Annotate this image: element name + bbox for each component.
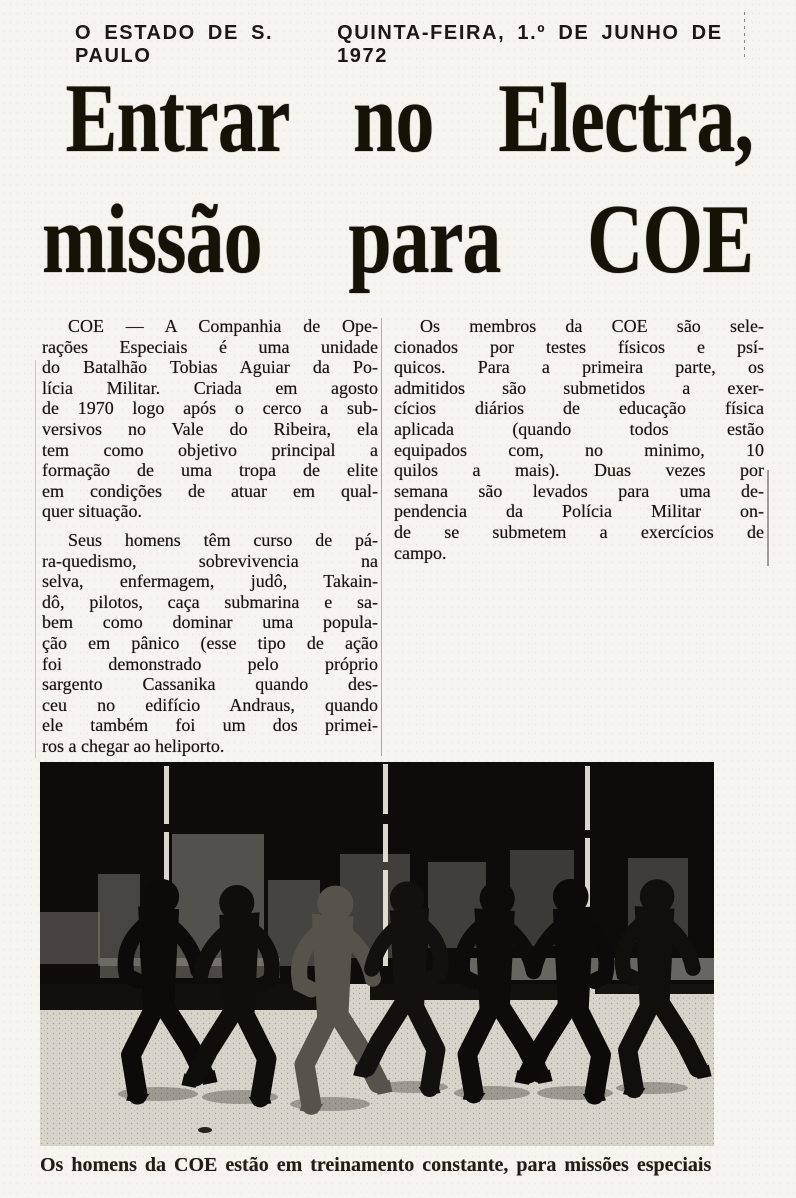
text-line: equipados com, no minimo, 10 — [394, 439, 764, 460]
text-line: tem como objetivo principal a — [42, 439, 378, 460]
text-line: ros a chegar ao heliporto. — [42, 735, 225, 756]
text-line: ção em pânico (esse tipo de ação — [42, 632, 378, 653]
right-column-rule — [767, 470, 769, 566]
photo-caption: Os homens da COE estão em treinamento constante, para missões especiais — [40, 1154, 712, 1176]
paragraph — [42, 530, 378, 757]
text-line: quilos a mais). Duas vezes por — [394, 460, 764, 481]
text-line: foi demonstrado pelo próprio — [42, 653, 378, 674]
photo-soldiers-running — [40, 762, 714, 1146]
text-line: do Batalhão Tobias Aguiar da Po- — [42, 357, 378, 378]
text-line: quicos. Para a primeira parte, os — [394, 357, 764, 378]
text-line: aplicada (quando todos estão — [394, 418, 764, 439]
paper-name: O ESTADO DE S. PAULO — [75, 22, 274, 67]
text-line: em condições de atuar em qual- — [42, 480, 378, 501]
paragraph — [42, 316, 378, 522]
text-line: cionados por testes físicos e psí- — [394, 336, 764, 357]
text-line: semana são levados para uma de- — [394, 480, 764, 501]
date-line: QUINTA-FEIRA, 1.º DE JUNHO DE 1972 — [337, 22, 723, 67]
left-column-rule — [35, 360, 36, 758]
text-line: Os membros da COE são sele- — [420, 316, 764, 336]
photo-ground-speck — [198, 1127, 212, 1133]
text-line: rações Especiais é uma unidade — [42, 336, 378, 357]
text-line: ele também foi um dos primei- — [42, 715, 378, 736]
text-line: ceu no edifício Andraus, quando — [42, 694, 378, 715]
text-line: de 1970 logo após o cerco a sub- — [42, 398, 378, 419]
text-line: Seus homens têm curso de pá- — [68, 529, 378, 550]
article-column-right — [394, 316, 764, 756]
article-column-left — [42, 316, 378, 756]
article-body — [42, 316, 764, 756]
text-line: formação de uma tropa de elite — [42, 460, 378, 481]
headline — [42, 58, 756, 300]
text-line: ra-quedismo, sobrevivencia na — [42, 550, 378, 571]
headline-line-2: missão para COE — [42, 185, 754, 294]
column-divider-rule — [381, 318, 382, 756]
text-line: bem como dominar uma popula- — [42, 612, 378, 633]
text-line: de se submetem a exercícios de — [394, 521, 764, 542]
text-line: lícia Militar. Criada em agosto — [42, 377, 378, 398]
text-line: dô, pilotos, caça submarina e sa- — [42, 591, 378, 612]
headline-line-1: Entrar no Electra, — [65, 64, 754, 173]
text-line: pendencia da Polícia Militar on- — [394, 501, 764, 522]
paragraph — [394, 316, 764, 563]
text-line: sargento Cassanika quando des- — [42, 674, 378, 695]
text-line: versivos no Vale do Ribeira, ela — [42, 418, 378, 439]
masthead-column-rule — [744, 12, 745, 60]
text-line: cícios diários de educação física — [394, 398, 764, 419]
text-line: selva, enfermagem, judô, Takain- — [42, 571, 378, 592]
text-line: campo. — [394, 542, 447, 563]
text-line: quer situação. — [42, 501, 142, 522]
text-line: COE — A Companhia de Ope- — [68, 316, 378, 336]
text-line: admitidos são submetidos a exer- — [394, 377, 764, 398]
